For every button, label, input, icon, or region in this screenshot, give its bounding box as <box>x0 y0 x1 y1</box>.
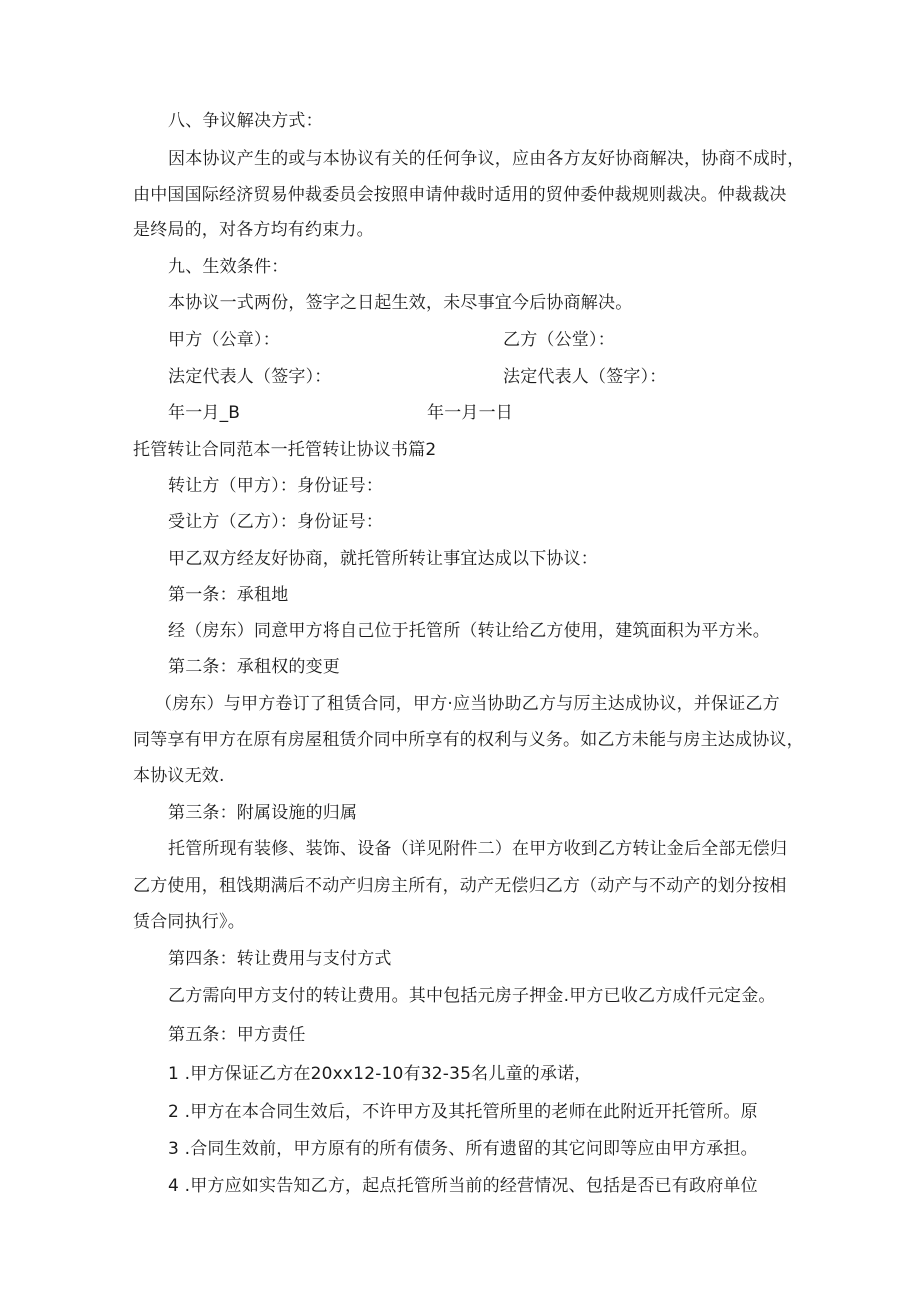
section-9-title: 九、生效条件： <box>168 257 289 277</box>
section-8-paragraph-line3: 是终局的，对各方均有约束力。 <box>133 220 374 240</box>
article-5-item-4: 4 .甲方应如实告知乙方，起点托管所当前的经营情况、包括是否已有政府单位 <box>168 1176 758 1196</box>
party-a-seal-label: 甲方（公章）： <box>168 330 280 350</box>
article-1-title: 第一条：承租地 <box>168 585 289 605</box>
section-9-paragraph: 本协议一式两份，签字之日起生效，未尽事宜今后协商解决。 <box>168 293 633 313</box>
article-5-item-3: 3 .合同生效前，甲方原有的所有债务、所有遗留的其它问即等应由甲方承担。 <box>168 1139 758 1159</box>
article-4-title: 第四条：转让费用与支付方式 <box>168 949 392 969</box>
article-5-item-2: 2 .甲方在本合同生效后，不许甲方及其托管所里的老师在此附近开托管所。原 <box>168 1102 758 1122</box>
article-3-paragraph-line2: 乙方使用，租饯期满后不动产归房主所有，动产无偿归乙方（动产与不动产的划分按相 <box>133 876 787 896</box>
party-a-date: 年一月_B <box>168 403 241 423</box>
article-2-paragraph-line1: （房东）与甲方卷订了租赁合同，甲方·应当协助乙方与厉主达成协议，并保证乙方 <box>155 694 780 714</box>
section-8-title: 八、争议解决方式： <box>168 111 323 131</box>
article-4-paragraph: 乙方需向甲方支付的转让费用。其中包括元房子押金.甲方已收乙方成仟元定金。 <box>168 986 776 1006</box>
agreement-intro: 甲乙双方经友好协商，就托管所转让事宜达成以下协议： <box>168 549 598 569</box>
transferor-line: 转让方（甲方）：身份证号： <box>168 476 384 496</box>
transferee-line: 受让方（乙方）：身份证号： <box>168 512 384 532</box>
article-3-paragraph-line3: 赁合同执行》。 <box>133 912 245 932</box>
article-2-title: 第二条：承租权的变更 <box>168 657 340 677</box>
article-2-paragraph-line2: 同等享有甲方在原有房屋租赁介同中所享有的权利与义务。如乙方未能与房主达成协议， <box>133 730 804 750</box>
party-b-date: 年一月一日 <box>427 403 513 423</box>
party-a-representative-label: 法定代表人（签字）： <box>168 367 332 387</box>
article-5-title: 第五条：甲方责任 <box>168 1025 306 1045</box>
party-b-representative-label: 法定代表人（签字）： <box>503 367 667 387</box>
article-2-paragraph-line3: 本协议无效. <box>133 766 225 786</box>
party-b-seal-label: 乙方（公堂）： <box>503 330 615 350</box>
article-1-paragraph: 经（房东）同意甲方将自己位于托管所（转让给乙方使用，建筑面积为平方米。 <box>168 621 770 641</box>
document-title-2: 托管转让合同范本一托管转让协议书篇2 <box>133 440 437 460</box>
article-5-item-1: 1 .甲方保证乙方在20xx12-10有32-35名儿童的承诺， <box>168 1064 592 1084</box>
article-3-title: 第三条：附属设施的归属 <box>168 803 358 823</box>
section-8-paragraph-line1: 因本协议产生的或与本协议有关的任何争议，应由各方友好协商解决，协商不成时， <box>168 149 805 169</box>
article-3-paragraph-line1: 托管所现有装修、装饰、设备（详见附件二）在甲方收到乙方转让金后全部无偿归 <box>168 839 788 859</box>
section-8-paragraph-line2: 由中国国际经济贸易仲裁委员会按照申请仲裁时适用的贸仲委仲裁规则裁决。仲裁裁决 <box>133 185 787 205</box>
